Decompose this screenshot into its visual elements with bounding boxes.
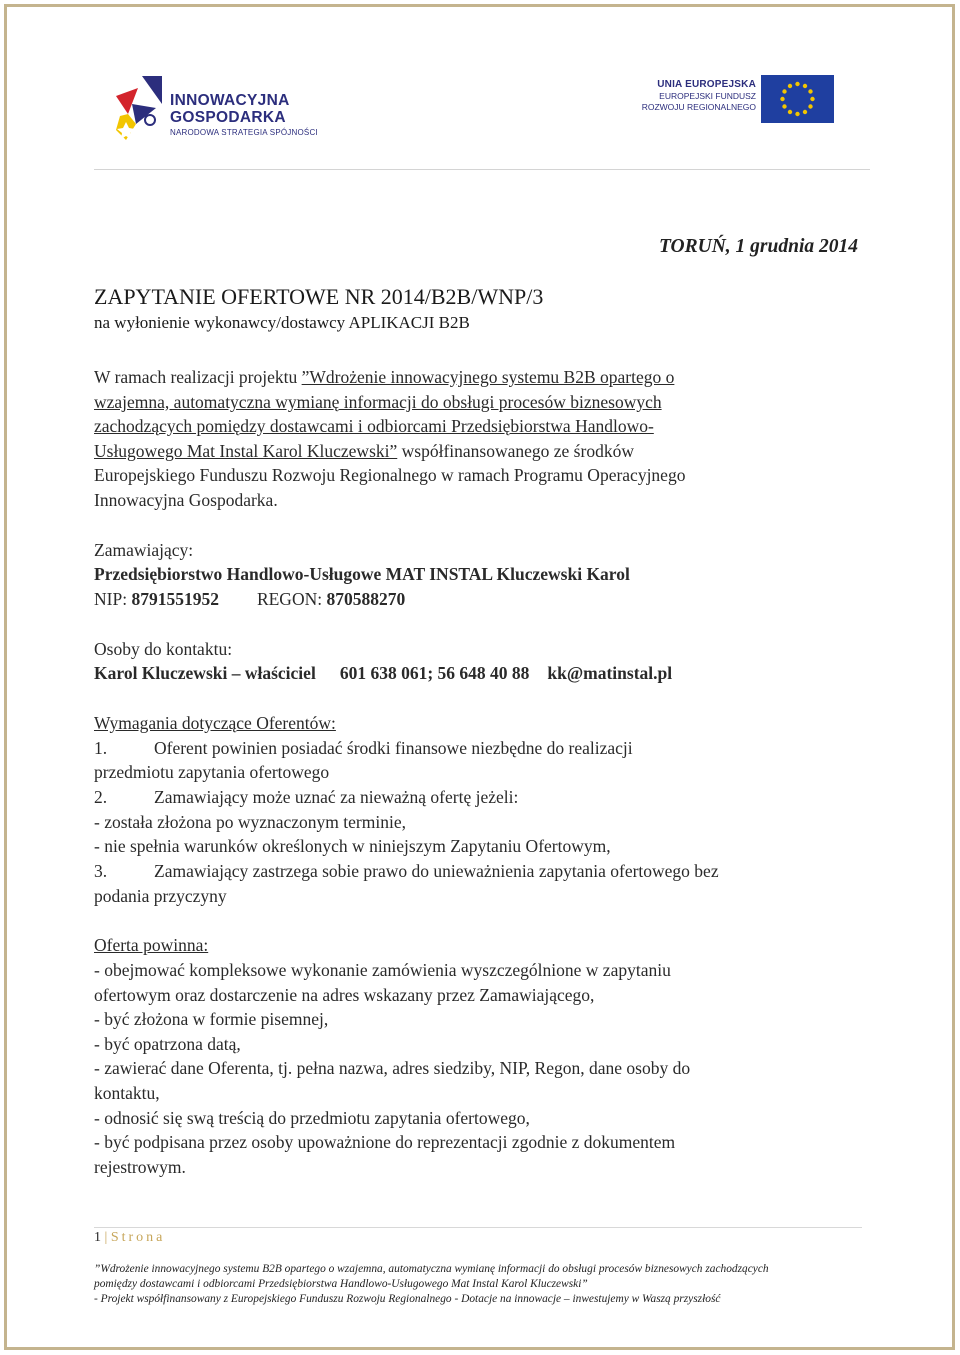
- offer-line-8: - być podpisana przez osoby upoważnione do reprezentacji zgodnie z dokumentem: [94, 1132, 676, 1152]
- document-subtitle: na wyłonienie wykonawcy/dostawcy APLIKACJI B2B: [94, 313, 470, 332]
- footer-line-3: - Projekt współfinansowany z Europejskiego Funduszu Rozwoju Regionalnego - Dotacje na innowacje – inwestujemy w Waszą przyszłość: [94, 1293, 721, 1305]
- innowacyjna-gospodarka-emblem-icon: [112, 74, 164, 142]
- project-name-part-4: Usługowego Mat Instal Karol Kluczewski”: [94, 441, 398, 461]
- offer-line-7: - odnosić się swą treścią do przedmiotu zapytania ofertowego,: [94, 1108, 530, 1128]
- offer-line-1: - obejmować kompleksowe wykonanie zamówienia wyszczególnione w zapytaniu: [94, 960, 671, 980]
- intro-text-cofinanced: współfinansowanego ze środków: [397, 441, 634, 461]
- requirement-1-text: Oferent powinien posiadać środki finansowe niezbędne do realizacji: [154, 738, 633, 758]
- logo-text-innowacyjna: INNOWACYJNA: [170, 92, 290, 109]
- page-number-value: 1: [94, 1230, 101, 1245]
- eu-flag-icon: [761, 75, 834, 123]
- contact-phones: 601 638 061; 56 648 40 88: [339, 663, 530, 683]
- contact-name: Karol Kluczewski – właściciel: [94, 663, 316, 683]
- intro-text: W ramach realizacji projektu: [94, 367, 302, 387]
- requirements-heading: Wymagania dotyczące Oferentów:: [94, 713, 336, 733]
- offer-line-4: - być opatrzona datą,: [94, 1034, 241, 1054]
- requirement-3-text: Zamawiający zastrzega sobie prawo do unieważnienia zapytania ofertowego bez: [154, 861, 719, 881]
- contact-label: Osoby do kontaktu:: [94, 639, 233, 659]
- regon-value: 870588270: [326, 589, 406, 609]
- logo-text-strategia: NARODOWA STRATEGIA SPÓJNOŚCI: [170, 128, 318, 137]
- eu-fund-logo: [628, 75, 838, 125]
- nip-label: NIP:: [94, 589, 132, 609]
- requirement-1-cont: przedmiotu zapytania ofertowego: [94, 762, 330, 782]
- orderer-ids: [94, 587, 405, 612]
- footer-line-2: pomiędzy dostawcami i odbiorcami Przedsiębiorstwa Handlowo-Usługowego Mat Instal Karol Kluczewski”: [94, 1278, 588, 1290]
- page-number-separator: |: [104, 1230, 108, 1245]
- orderer-label: Zamawiający:: [94, 540, 194, 560]
- offer-line-9: rejestrowym.: [94, 1157, 186, 1177]
- document-date: TORUŃ, 1 grudnia 2014: [658, 236, 858, 257]
- requirement-2: [94, 785, 518, 810]
- offer-line-3: - być złożona w formie pisemnej,: [94, 1009, 329, 1029]
- contact-email: kk@matinstal.pl: [547, 663, 673, 683]
- eu-text-unia: UNIA EUROPEJSKA: [657, 79, 756, 90]
- document-title: ZAPYTANIE OFERTOWE NR 2014/B2B/WNP/3: [94, 284, 544, 309]
- logo-text-gospodarka: GOSPODARKA: [170, 109, 286, 126]
- requirement-2-item-1: - została złożona po wyznaczonym terminie,: [94, 812, 406, 832]
- project-name-part-1: ”Wdrożenie innowacyjnego systemu B2B opartego o: [301, 367, 675, 387]
- page-number: [94, 1230, 165, 1246]
- eu-text-rozwoju: ROZWOJU REGIONALNEGO: [641, 102, 756, 112]
- orderer-name: Przedsiębiorstwo Handlowo-Usługowe MAT INSTAL Kluczewski Karol: [94, 564, 630, 584]
- requirement-3: [94, 859, 719, 884]
- eu-text-fundusz: EUROPEJSKI FUNDUSZ: [659, 91, 756, 101]
- intro-line-2: wzajemna, automatyczna wymianę informacji do obsługi procesów biznesowych: [94, 392, 662, 412]
- page-number-label: Strona: [110, 1230, 166, 1245]
- offer-line-2: ofertowym oraz dostarczenie na adres wskazany przez Zamawiającego,: [94, 985, 595, 1005]
- intro-line-4: [94, 439, 634, 464]
- requirement-1-number: 1.: [94, 738, 108, 758]
- intro-line-6: Innowacyjna Gospodarka.: [94, 490, 278, 510]
- contact-line: [94, 661, 672, 686]
- offer-line-5: - zawierać dane Oferenta, tj. pełna nazwa, adres siedziby, NIP, Regon, dane osoby do: [94, 1058, 691, 1078]
- requirement-2-item-2: - nie spełnia warunków określonych w niniejszym Zapytaniu Ofertowym,: [94, 836, 611, 856]
- offer-heading: Oferta powinna:: [94, 935, 209, 955]
- intro-line-3: zachodzących pomiędzy dostawcami i odbiorcami Przedsiębiorstwa Handlowo-: [94, 416, 654, 436]
- intro-line-1: [94, 365, 674, 390]
- header-divider: [94, 169, 870, 170]
- requirement-2-text: Zamawiający może uznać za nieważną ofertę jeżeli:: [154, 787, 519, 807]
- innowacyjna-gospodarka-logo: [112, 74, 332, 146]
- footer-divider: [94, 1227, 862, 1228]
- requirement-1: [94, 736, 633, 761]
- requirement-3-cont: podania przyczyny: [94, 886, 227, 906]
- requirement-2-number: 2.: [94, 787, 108, 807]
- intro-line-5: Europejskiego Funduszu Rozwoju Regionalnego w ramach Programu Operacyjnego: [94, 465, 686, 485]
- nip-value: 8791551952: [131, 589, 219, 609]
- offer-line-6: kontaktu,: [94, 1083, 160, 1103]
- regon-label: REGON:: [256, 589, 327, 609]
- footer-line-1: ”Wdrożenie innowacyjnego systemu B2B opartego o wzajemna, automatyczna wymianę informacji do obsługi procesów biznesowych zachodzących: [94, 1263, 769, 1275]
- requirement-3-number: 3.: [94, 861, 108, 881]
